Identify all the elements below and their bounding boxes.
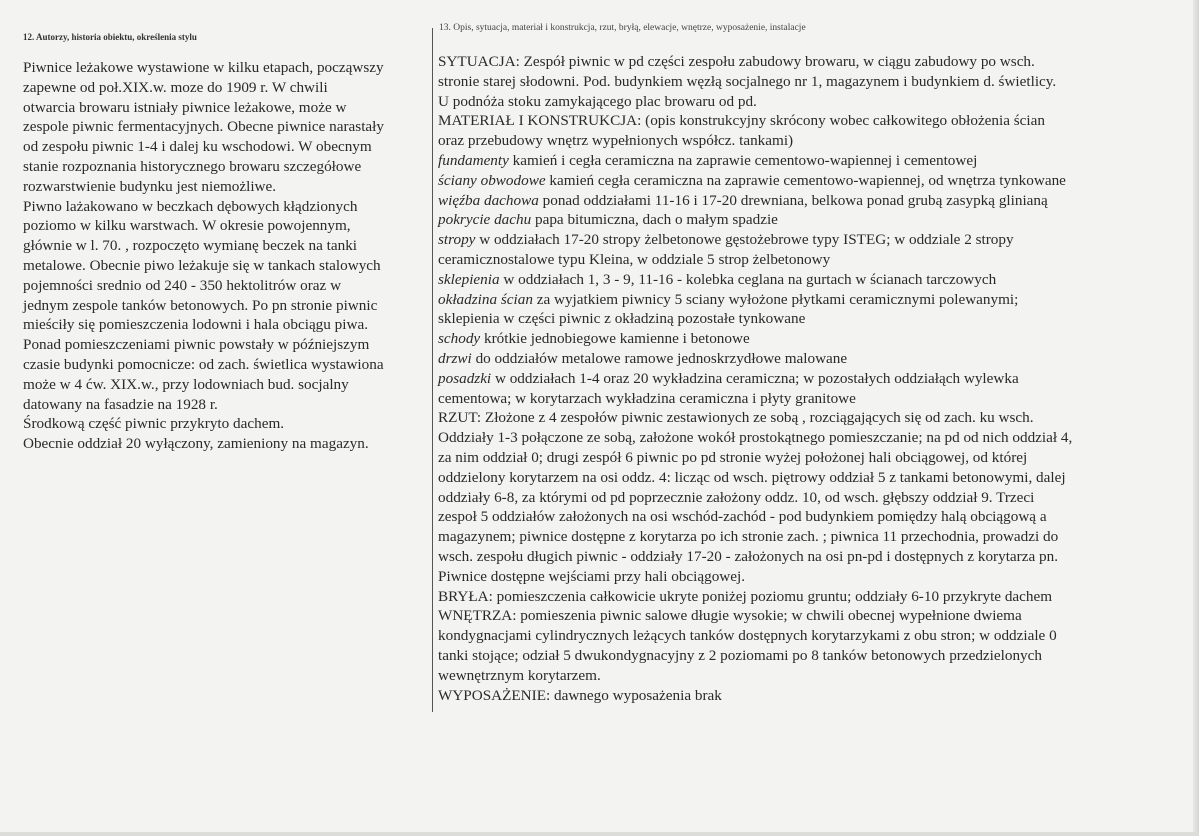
line-text: oraz przebudowy wnętrz wypełnionych współcz. tankami) [438,132,794,150]
line-text: kamień i cegła ceramiczna na zaprawie cementowo-wapiennej i cementowej [508,151,978,169]
description-text-line [438,349,1188,369]
line-text: WNĘTRZA: pomieszenia piwnic salowe długie wysokie; w chwili obecnej wypełnione dwiema [438,607,1022,625]
element-term: więźba dachowa [438,191,539,209]
description-text-line [438,210,1188,230]
description-text-line [438,369,1188,389]
description-text-line [438,428,1188,448]
history-text-line: zespole piwnic fermentacyjnych. Obecne piwnice narastały [23,118,384,136]
line-text: U podnóża stoku zamykającego plac browaru od pd. [438,92,757,110]
element-term: ściany obwodowe [438,171,546,189]
left-column-header: 12. Autorzy, historia obiektu, określenia stylu [23,32,197,42]
element-term: drzwi [438,349,472,367]
line-text: SYTUACJA: Zespół piwnic w pd części zespołu zabudowy browaru, w ciągu zabudowy po wsch. [438,53,1035,70]
line-text: magazynem; piwnice dostępne z korytarza po ich stronie zach. ; piwnica 11 przechodnia, prowadzi do [438,528,1059,546]
line-text: Piwnice dostępne wejściami przy hali obciągowej. [438,567,746,585]
line-text: za wyjatkiem piwnicy 5 sciany wyłożone płytkami ceramicznymi polewanymi; [532,290,1019,308]
description-text-line [438,151,1188,171]
line-text: RZUT: Złożone z 4 zespołów piwnic zestawionych ze sobą , rozciągających się od zach. ku wsch. [438,409,1034,427]
history-text-line: pojemności srednio od 240 - 350 hektolitrów oraz w [23,276,342,294]
line-text: do oddziałów metalowe ramowe jednoskrzydłowe malowane [471,349,848,367]
element-term: sklepienia [438,270,500,288]
description-text-line [438,468,1188,488]
description-text-line [438,547,1188,567]
line-text: ponad oddziałami 11-16 i 17-20 drewniana, belkowa ponad grubą zasypką glinianą [538,191,1048,209]
element-term: schody [438,330,481,348]
line-text: oddzielony korytarzem na osi oddz. 4: licząc od wsch. piętrowy oddział 5 z tankami betonowymi, dalej [438,468,1066,486]
description-text-line [438,250,1188,270]
element-term: fundamenty [438,151,509,169]
description-text-line [438,171,1188,191]
description-text-line [438,111,1188,131]
history-text-line: mieściły się pomieszczenia lodowni i hala obciągu piwa. [23,316,368,334]
line-text: stronie starej słodowni. Pod. budynkiem węzłą socjalnego nr 1, magazynem i budynkiem d. świetlicy. [438,72,1057,90]
element-term: pokrycie dachu [438,211,532,229]
page-edge-right [1193,0,1199,836]
history-text-line: od zespołu piwnic 1-4 i dalej ku wschodowi. W obecnym [23,138,372,156]
history-text-line: może w 4 ćw. XIX.w., przy lodowniach bud. socjalny [23,375,349,393]
line-text: kamień cegła ceramiczna na zaprawie cementowo-wapiennej, od wnętrza tynkowane [545,171,1066,189]
description-text-line [438,290,1188,310]
line-text: tanki stojące; odział 5 dwukondygnacyjny z 2 poziomami po 8 tanków betonowych przedzielonych [438,646,1042,664]
history-text-line: Ponad pomieszczeniami piwnic powstały w późniejszym [23,336,370,354]
description-text-line [438,626,1188,646]
line-text: cementowa; w korytarzach wykładzina ceramiczna i płyty granitowe [438,389,856,407]
history-text-line: Piwnice leżakowe wystawione w kilku etapach, począwszy [23,59,384,76]
history-text-line: głównie w l. 70. , rozpoczęto wymianę beczek na tanki [23,237,358,255]
description-text-line [438,448,1188,468]
history-text-line: czasie budynki pomocnicze: od zach. świetlica wystawiona [23,355,384,373]
history-text-column [23,58,428,454]
history-text-line: Środkową część piwnic przykryto dachem. [23,415,285,433]
description-text-line [438,686,1188,706]
line-text: w oddziałach 17-20 stropy żelbetonowe gęstożebrowe typy ISTEG; w oddziale 2 stropy [475,231,1014,249]
line-text: BRYŁA: pomieszczenia całkowicie ukryte poniżej poziomu gruntu; oddziały 6-10 przykryte dachem [438,587,1053,605]
description-text-line [438,408,1188,428]
element-term: posadzki [438,369,492,387]
description-text-line [438,527,1188,547]
line-text: kondygnacjami cylindrycznych leżących tanków dostępnych korytarzykami z obu stron; w oddziale 0 [438,627,1057,645]
history-text-line: Obecnie oddział 20 wyłączony, zamieniony na magazyn. [23,435,369,453]
history-text-line: metalowe. Obecnie piwo leżakuje się w tankach stalowych [23,256,381,274]
element-term: stropy [438,231,476,249]
description-text-line [438,309,1188,329]
description-text-line [438,72,1188,92]
history-text-line: poziomo w kilku warstwach. W okresie powojennym, [23,217,351,235]
description-text-line [438,389,1188,409]
description-text-column [438,52,1188,705]
element-term: okładzina ścian [438,290,533,308]
description-text-line [438,191,1188,211]
line-text: papa bitumiczna, dach o małym spadzie [531,211,778,229]
description-text-line [438,587,1188,607]
page-edge-bottom [0,832,1199,836]
history-text-line: Piwno lażakowano w beczkach dębowych kłądzionych [23,197,358,215]
history-text-line: stanie rozpoznania historycznego browaru szczegółowe [23,157,362,175]
history-text-line: datowany na fasadzie na 1928 r. [23,395,218,413]
description-text-line [438,646,1188,666]
description-text-line [438,270,1188,290]
line-text: oddziały 6-8, za którymi od pd poprzecznie założony oddz. 10, od wsch. głębszy oddział 9. Trzeci [438,488,1035,506]
line-text: Oddziały 1-3 połączone ze sobą, założone wokół prostokątnego pomieszczanie; na pd od nich oddział 4, [438,429,1073,447]
line-text: krótkie jednobiegowe kamienne i betonowe [480,330,750,348]
description-text-line [438,92,1188,112]
description-text-line [438,507,1188,527]
line-text: wsch. zespołu długich piwnic - oddziały 17-20 - założonych na osi pn-pd i dostępnych z korytarza pn. [438,547,1058,565]
description-text-line [438,131,1188,151]
line-text: sklepienia w części piwnic z okładziną pozostałe tynkowane [438,310,806,328]
description-text-line [438,329,1188,349]
description-text-line [438,230,1188,250]
line-text: WYPOSAŻENIE: dawnego wyposażenia brak [438,686,722,704]
history-text-line: zapewne od poł.XIX.w. moze do 1909 r. W chwili [23,78,328,96]
right-column-header: 13. Opis, sytuacja, materiał i konstrukcja, rzut, bryłą, elewacje, wnętrze, wyposażenie, instalacje [439,23,806,33]
description-text-line [438,52,1188,72]
history-text-line: rozwarstwienie budynku jest niemożliwe. [23,177,277,195]
column-divider [432,28,433,712]
line-text: ceramicznostalowe typu Kleina, w oddziale 5 strop żelbetonowy [438,250,831,268]
line-text: w oddziałach 1-4 oraz 20 wykładzina ceramiczna; w pozostałych oddziałąch wylewka [491,369,1019,387]
description-text-line [438,666,1188,686]
history-text-line: jednym zespole tanków betonowych. Po pn stronie piwnic [23,296,378,314]
line-text: MATERIAŁ I KONSTRUKCJA: (opis konstrukcyjny skrócony wobec całkowitego obłożenia ścian [438,112,1045,130]
description-text-line [438,606,1188,626]
history-text-line: otwarcia browaru istniały piwnice leżakowe, może w [23,98,347,116]
line-text: wewnętrznym korytarzem. [438,666,601,684]
description-text-line [438,567,1188,587]
line-text: za nim oddział 0; drugi zespół 6 piwnic po pd stronie wyżej położonej hali obciągowej, od której [438,448,1028,466]
line-text: w oddziałach 1, 3 - 9, 11-16 - kolebka ceglana na gurtach w ścianach tarczowych [499,270,997,288]
description-text-line [438,488,1188,508]
line-text: zespoł 5 oddziałów założonych na osi wschód-zachód - pod budynkiem pomiędzy halą obciągową a [438,508,1047,526]
